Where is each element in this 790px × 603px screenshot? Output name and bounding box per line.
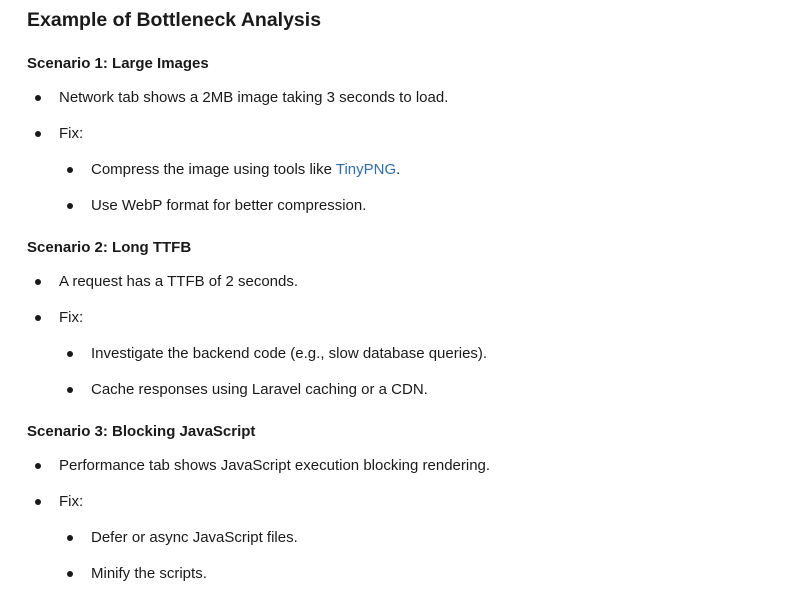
list-item (59, 88, 448, 108)
scenario-2-heading: Scenario 2: Long TTFB (27, 239, 192, 256)
scenario-1-observation: Network tab shows a 2MB image taking 3 seconds to load. (59, 89, 449, 106)
bullet (67, 387, 73, 393)
tinypng-link[interactable]: TinyPNG (335, 161, 397, 178)
list-item (91, 528, 298, 548)
scenario-2-fix-label: Fix: (59, 309, 84, 326)
bullet (35, 315, 41, 321)
list-item (59, 272, 298, 292)
list-item (59, 308, 83, 328)
bullet (35, 463, 41, 469)
page-title: Example of Bottleneck Analysis (27, 9, 322, 31)
scenario-1-heading: Scenario 1: Large Images (27, 55, 209, 72)
bullet (67, 535, 73, 541)
fix-text: Investigate the backend code (e.g., slow database queries). (91, 345, 488, 362)
bullet (35, 131, 41, 137)
bullet (67, 203, 73, 209)
bullet (35, 279, 41, 285)
list-item (91, 160, 400, 180)
scenario-3-fix-label: Fix: (59, 493, 84, 510)
bullet (35, 95, 41, 101)
scenario-2-observation: A request has a TTFB of 2 seconds. (59, 273, 299, 290)
list-item (59, 124, 83, 144)
list-item (59, 456, 490, 476)
fix-text: Cache responses using Laravel caching or a CDN. (91, 381, 428, 398)
fix-text: Use WebP format for better compression. (91, 197, 367, 214)
fix-text-end: . (396, 161, 401, 178)
bullet (35, 499, 41, 505)
fix-text: Compress the image using tools like (91, 161, 336, 178)
list-item (91, 196, 366, 216)
scenario-3-heading: Scenario 3: Blocking JavaScript (27, 423, 256, 440)
list-item (59, 492, 83, 512)
fix-text: Minify the scripts. (91, 565, 207, 582)
scenario-1-fix-label: Fix: (59, 125, 84, 142)
list-item (91, 344, 487, 364)
list-item (91, 564, 207, 584)
list-item (91, 380, 428, 400)
bullet (67, 351, 73, 357)
scenario-3-observation: Performance tab shows JavaScript execution blocking rendering. (59, 457, 491, 474)
fix-text: Defer or async JavaScript files. (91, 529, 298, 546)
bullet (67, 167, 73, 173)
bullet (67, 571, 73, 577)
